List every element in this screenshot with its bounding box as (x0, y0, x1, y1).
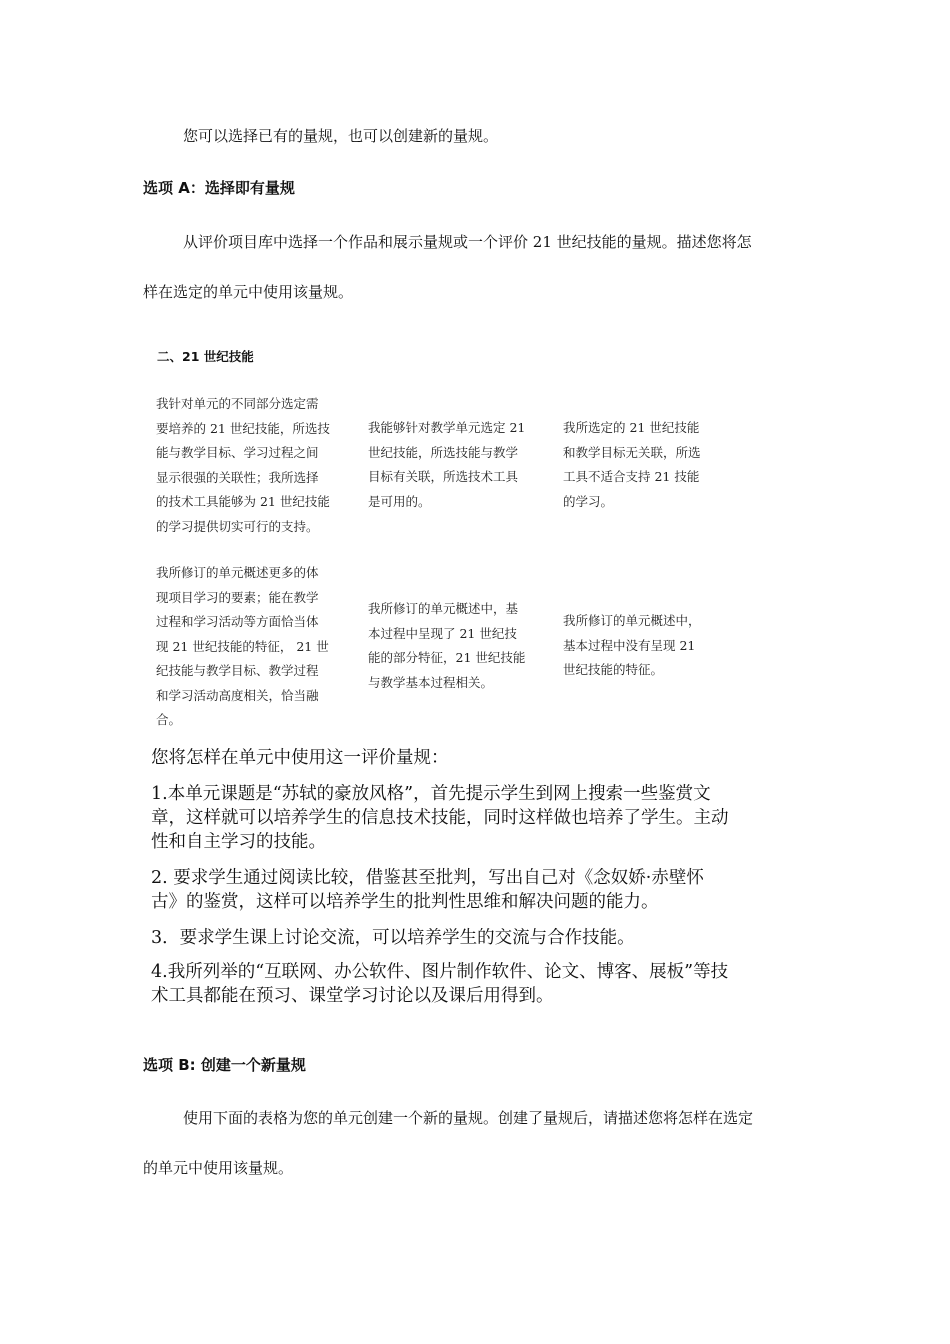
rubric-cell (156, 392, 330, 539)
usage-item (151, 782, 729, 854)
rubric-cell (563, 609, 701, 683)
rubric-cell-line: 工具不适合支持 21 技能 (563, 469, 700, 484)
rubric-cell-line: 本过程中呈现了 21 世纪技 (368, 625, 517, 641)
rubric-cell-line: 的学习。 (563, 493, 614, 509)
usage-item-line: 性和自主学习的技能。 (151, 832, 326, 852)
rubric-cell-line: 基本过程中没有呈现 21 (563, 637, 696, 653)
rubric-cell-line: 和教学目标无关联，所选 (563, 444, 701, 460)
usage-item-line: 术工具都能在预习、课堂学习讨论以及课后用得到。 (151, 986, 554, 1006)
rubric-cell-line: 和学习活动高度相关，恰当融 (156, 687, 319, 703)
rubric-cell-line: 现 21 世纪技能的特征， 21 世 (156, 638, 329, 654)
rubric-cell-line: 过程和学习活动等方面恰当体 (156, 614, 319, 629)
rubric-cell-line: 我针对单元的不同部分选定需 (156, 396, 319, 411)
option-a-desc-line1: 从评价项目库中选择一个作品和展示量规或一个评价 21 世纪技能的量规。描述您将怎 (183, 233, 752, 251)
rubric-cell-line: 我所修订的单元概述中，基 (368, 601, 519, 616)
usage-item-line: 3．要求学生课上讨论交流，可以培养学生的交流与合作技能。 (151, 928, 635, 948)
rubric-section-title: 二、21 世纪技能 (157, 349, 254, 364)
intro-text: 您可以选择已有的量规，也可以创建新的量规。 (183, 127, 499, 145)
rubric-cell-line: 能与教学目标、学习过程之间 (156, 445, 319, 460)
usage-item-line: 章，这样就可以培养学生的信息技术技能，同时这样做也培养了学生。主动 (151, 808, 729, 828)
usage-item-line: 4.我所列举的“互联网、办公软件、图片制作软件、论文、博客、展板”等技 (151, 962, 729, 982)
rubric-cell-line: 与教学基本过程相关。 (368, 674, 494, 690)
option-b-desc-line2: 的单元中使用该量规。 (143, 1159, 294, 1177)
rubric-cell-line: 我所修订的单元概述更多的体 (156, 565, 319, 580)
option-a-title: 选项 A：选择即有量规 (143, 179, 295, 197)
rubric-cell-line: 能的部分特征，21 世纪技能 (368, 650, 526, 665)
rubric-cell-line: 的技术工具能够为 21 世纪技能 (156, 494, 330, 509)
rubric-cell (368, 597, 525, 695)
rubric-cell (368, 416, 525, 514)
rubric-cell-line: 我能够针对教学单元选定 21 (368, 420, 526, 435)
rubric-cell-line: 我所修订的单元概述中， (563, 613, 701, 628)
option-b-desc-line1: 使用下面的表格为您的单元创建一个新的量规。创建了量规后，请描述您将怎样在选定 (183, 1109, 754, 1127)
usage-heading: 您将怎样在单元中使用这一评价量规： (151, 748, 449, 768)
rubric-cell-line: 是可用的。 (368, 493, 431, 509)
rubric-cell-line: 世纪技能的特征。 (563, 662, 664, 677)
rubric-cell-line: 我所选定的 21 世纪技能 (563, 420, 700, 435)
rubric-cell-line: 纪技能与教学目标、教学过程 (156, 663, 319, 678)
rubric-cell-line: 的学习提供切实可行的支持。 (156, 518, 319, 534)
usage-item-line: 2. 要求学生通过阅读比较，借鉴甚至批判，写出自己对《念奴娇·赤壁怀 (151, 868, 704, 888)
rubric-cell-line: 要培养的 21 世纪技能，所选技 (156, 420, 330, 436)
rubric-cell (156, 561, 329, 733)
rubric-cell (563, 416, 701, 514)
rubric-cell-line: 世纪技能，所选技能与教学 (368, 444, 519, 460)
usage-item-line: 1.本单元课题是“苏轼的豪放风格”，首先提示学生到网上搜索一些鉴赏文 (151, 784, 711, 804)
usage-item (151, 866, 704, 914)
option-a-desc-line2: 样在选定的单元中使用该量规。 (143, 283, 354, 301)
usage-item (151, 960, 728, 1008)
rubric-cell-line: 目标有关联，所选技术工具 (368, 469, 519, 484)
rubric-cell-line: 现项目学习的要素；能在教学 (156, 589, 319, 605)
usage-item-line: 古》的鉴赏，这样可以培养学生的批判性思维和解决问题的能力。 (151, 892, 659, 912)
option-b-title: 选项 B: 创建一个新量规 (143, 1056, 306, 1074)
usage-item (151, 926, 635, 950)
rubric-cell-line: 显示很强的关联性；我所选择 (156, 469, 319, 485)
rubric-cell-line: 合。 (156, 712, 182, 727)
